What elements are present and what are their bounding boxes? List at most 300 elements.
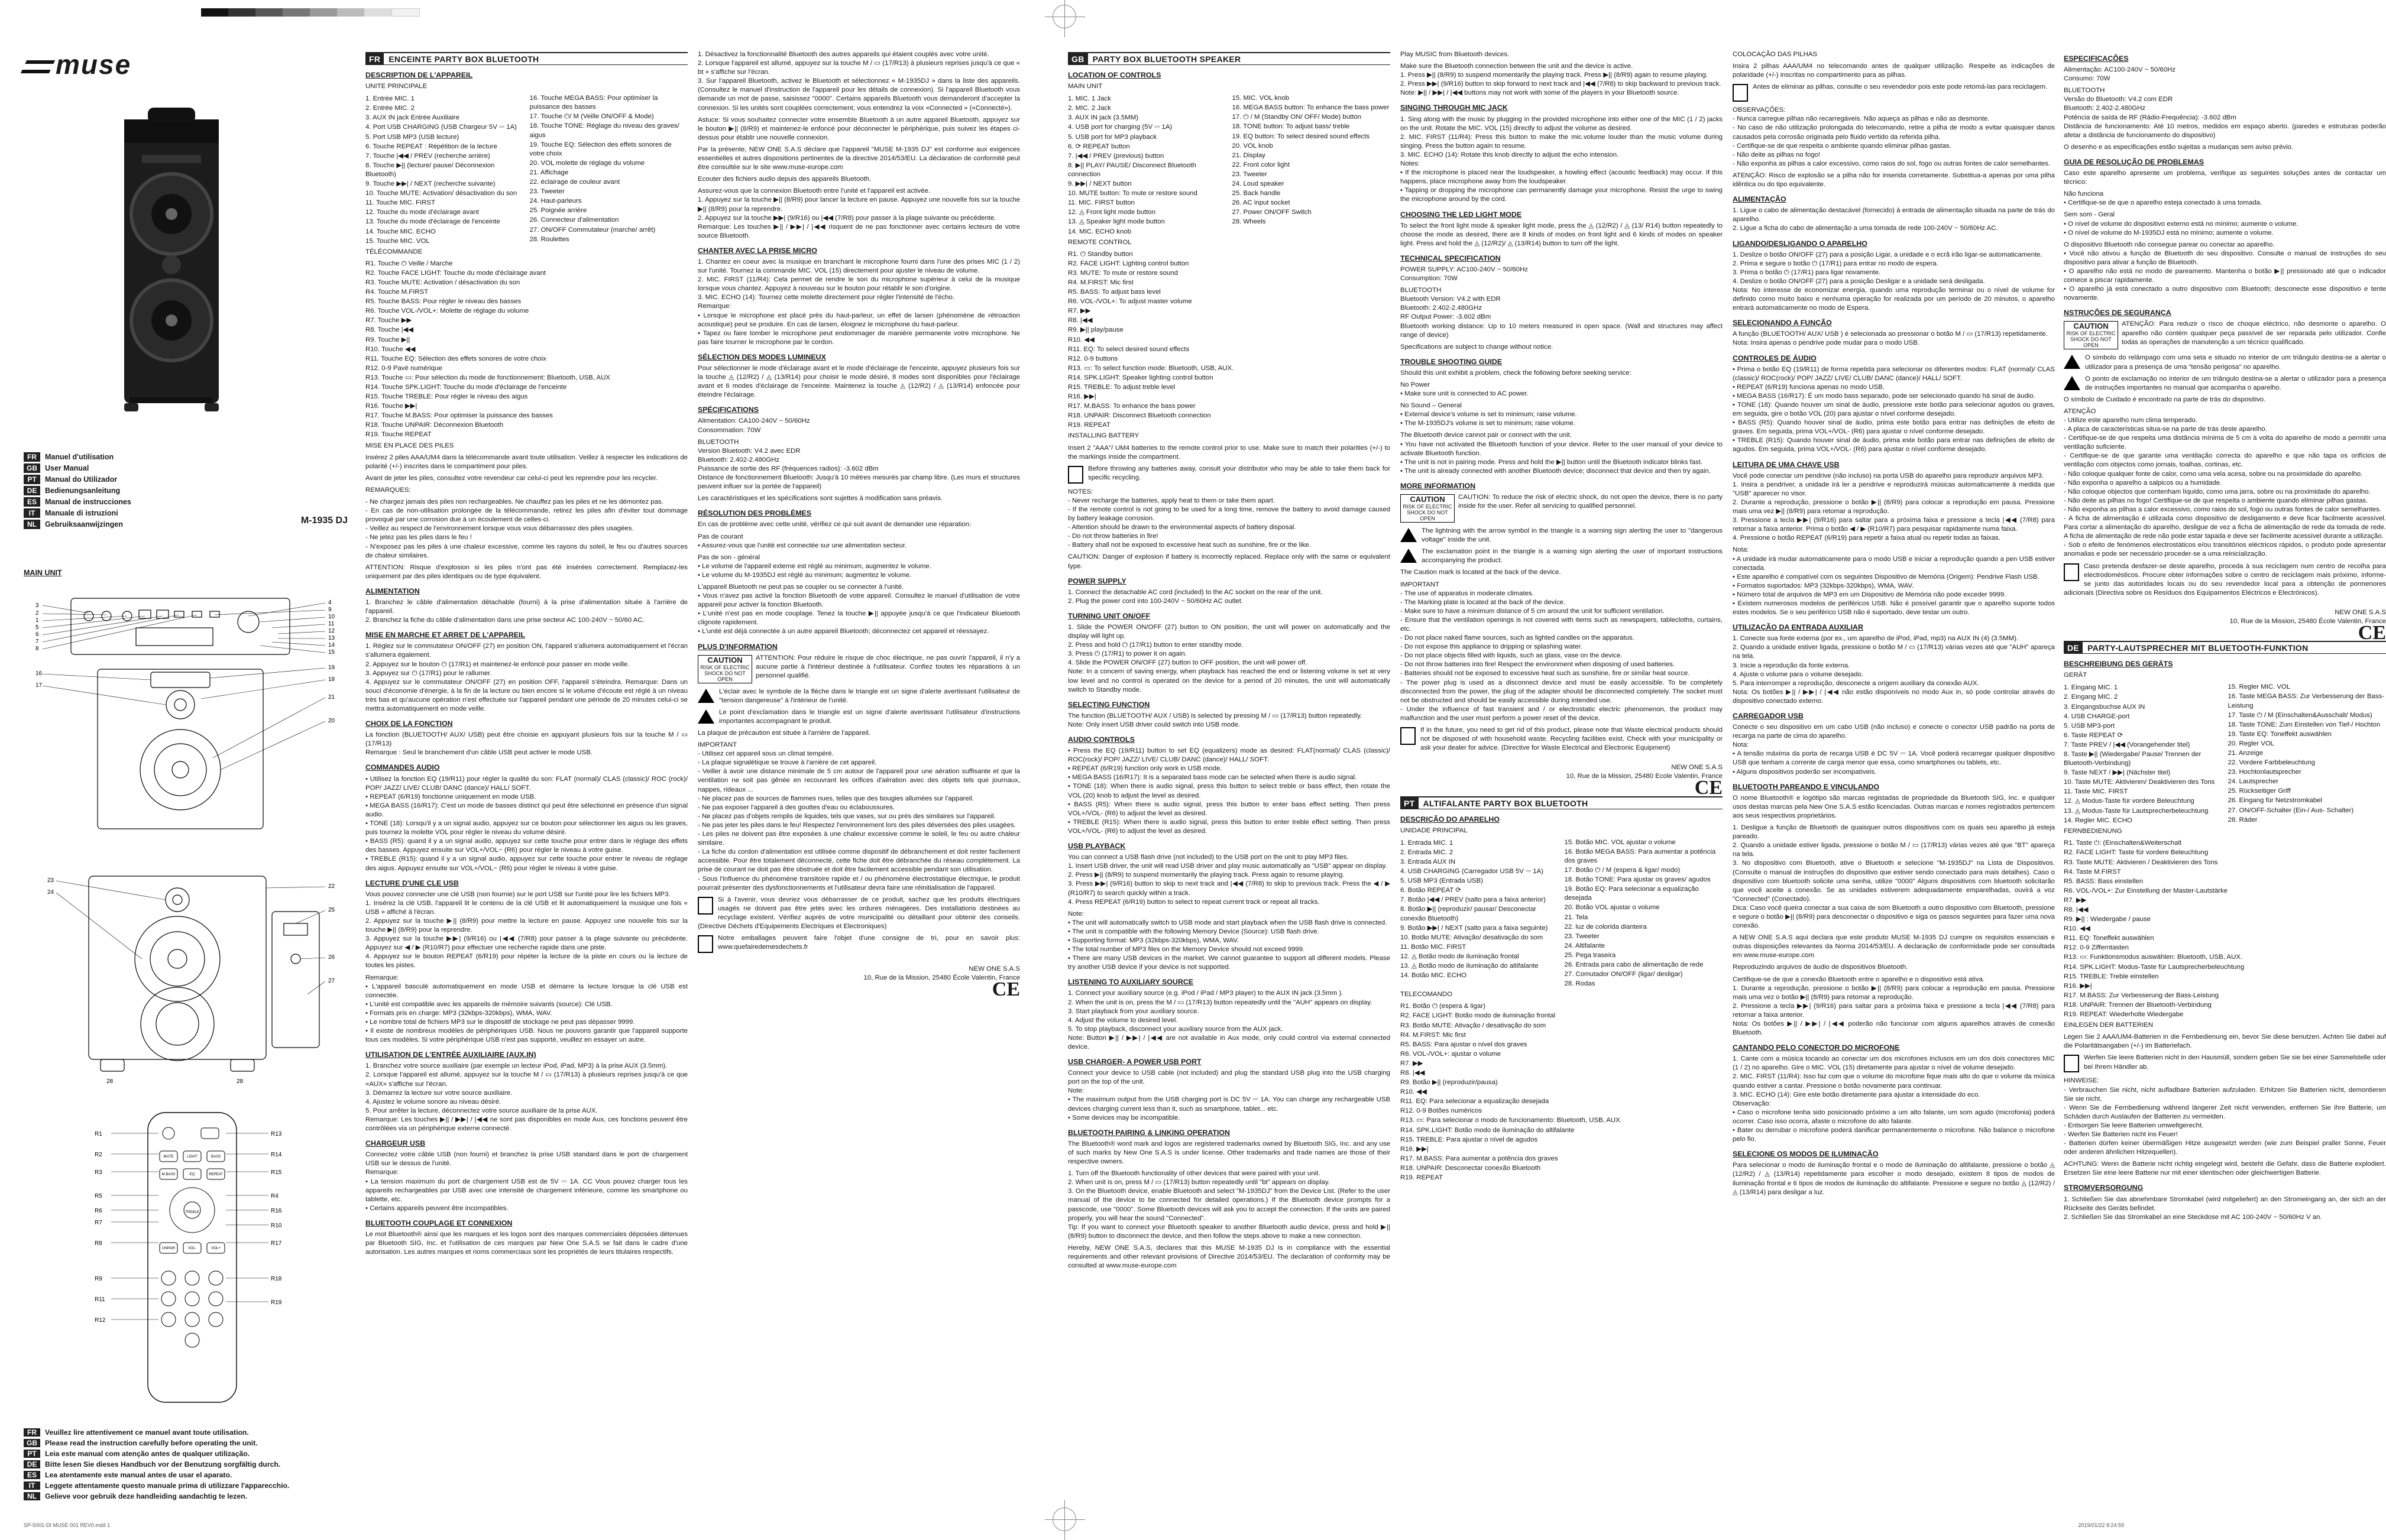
parts-list-item: 24. Haut-parleurs	[530, 197, 688, 206]
paragraph: Par la présente, NEW ONE S.A.S déclare que l'appareil "MUSE M-1935 DJ" est conforme aux exigences essentielles et autres dispositions pertinentes de la directive 2014/53/EU. La déclaration de conformité peut être consultée sur le site www.muse-europe.com	[698, 145, 1020, 172]
remote-list-item: R11. EQ: Toneffekt auswählen	[2064, 934, 2386, 943]
warning-text: Lea atentamente este manual antes de usar el aparato.	[45, 1471, 232, 1479]
section-heading: PLUS D'INFORMATION	[698, 643, 1020, 651]
speaker-product-image	[101, 96, 242, 427]
paragraph: Não funciona • Certifique-se de que o aparelho esteja conectado à uma tomada.	[2064, 190, 2386, 208]
section-heading: COMMANDES AUDIO	[365, 763, 688, 772]
callout-22: 22	[328, 883, 335, 890]
ce-mark-icon: CE	[1400, 783, 1723, 792]
section-heading: SPÉCIFICATIONS	[698, 406, 1020, 414]
paragraph: IMPORTANT - The use of apparatus in moderate climates. - The Marking plate is located at the back of the device. - Make sure to have a minimum distance of 5 cm around the unit for sufficient ventilation. - Ensure that the ventilation openings is not covered with items such as newspapers, tablecloths, curtains, etc. - Do not place naked flame sources, such as lighted candles on the apparatus. - Do not expose this appliance to dripping or splashing water. - Do not place objects filled with liquids, such as glass, vase on the device. - Do not throw batteries into fire! Respect the environment when disposing of used batteries. - Batteries should not be exposed to excessive heat such as sunshine, fire or similar heat source. - The power plug is used as a disconnect device and must be easily accessible. To be completely disconnected from the power, the plug of the adapter should be disconnected completely. The socket must not be obstructed and should be easily accessible during intended use. - Under the influence of fast transient and / or electrostatic electric phenomenon, the product may malfunction and the user must perform a power reset of the device.	[1400, 581, 1723, 724]
remote-list-item: R15. Touche TREBLE: Pour régler le niveau des aigus	[365, 393, 688, 401]
crossed-bin-icon	[1733, 84, 1748, 102]
parts-list-item: 22. Vordere Farbbeleuchtung	[2228, 758, 2386, 767]
section-heading: ESPECIFICAÇÕES	[2064, 54, 2386, 63]
parts-list-item: 12. ◬ Modus-Taste für vordere Beleuchtung	[2064, 797, 2222, 806]
parts-list	[1068, 94, 1390, 236]
crossed-bin-icon	[698, 935, 713, 953]
language-code: GB	[24, 463, 40, 473]
parts-list-item: 25. Rückseitiger Griff	[2228, 787, 2386, 796]
callout-6: 6	[35, 631, 39, 638]
section-heading: SELECTING FUNCTION	[1068, 701, 1390, 709]
remote-list-item: R13. ▭: Funktionsmodus auswählen: Bluetooth, USB, AUX.	[2064, 953, 2386, 962]
warning-row	[24, 1492, 348, 1500]
language-row	[24, 497, 348, 507]
paragraph: Você pode conectar um pendrive (não incluso) na porta USB do aparelho para reproduzir arquivos MP3. 1. Insira a pendriver, a unidade irá ler a pendrive e reproduzirá músicas automaticamente à medida que "USB" aparecer no visor. 2. Durante a reprodução, pressione o botão ▶|| (8/R9) para colocar a reprodução em pausa. Pressione mais uma vez ▶|| (8/R9) para retomar a reprodução. 3. Pressione a tecla ▶▶| (9/R16) para saltar para a próxima faixa e pressione a tecla |◀◀ (7/R8) para retornar a faixa anterior. Prima o botão ◀ / ▶ (R10/R7) para pesquisar rapidamente numa faixa. 4. Pressione o botão REPEAT (6/R19) para repetir a faixa atual ou repetir todas as faixas.	[1733, 472, 2055, 543]
paragraph: A NEW ONE S.A.S aqui declara que este produto MUSE M-1935 DJ cumpre os requisitos essenciais e outras disposições relevantes da Norma 2014/53/EU. A declaração de conformidade pode ser consultada em www.muse-europe.com	[1733, 933, 2055, 960]
paragraph: ATTENTION: Risque d'explosion si les piles n'ont pas été insérées correctement. Remplacez-les uniquement par des piles identiques ou de type équivalent.	[365, 563, 688, 581]
remote-label-unpair: UNPAIR	[162, 1247, 176, 1250]
brand-logo: muse	[24, 48, 348, 80]
parts-list-item: 25. Back handle	[1232, 189, 1391, 198]
section-heading: BLUETOOTH PAIRING & LINKING OPERATION	[1068, 1129, 1390, 1137]
caution-text: ATTENTION: Pour réduire le risque de choc électrique, ne pas ouvrir l'appareil, il n'y a aucune partie à l'intérieur destinée à l'utilisateur. Confiez toutes les réparations à un personnel qualifié.	[756, 654, 1020, 679]
section-code: DE	[2064, 642, 2083, 654]
section-title: PARTY BOX BLUETOOTH SPEAKER	[1093, 54, 1241, 64]
parts-list-item: 23. Tweeter	[1232, 170, 1391, 179]
remote-list-item: R9. ▶|| play/pause	[1068, 326, 1390, 335]
remote-list-item: R3. MUTE: To mute or restore sound	[1068, 269, 1390, 278]
remote-callout-r2: R2	[95, 1152, 102, 1158]
parts-list-item: 17. ⏻ / M (Standby ON/ OFF/ Mode) button	[1232, 113, 1391, 122]
parts-list-item: 8. Botão ▶|| (reproduzir/ pausar/ Desconectar conexão Bluetooth)	[1400, 905, 1559, 923]
language-row	[24, 475, 348, 484]
remote-callout-r17: R17	[271, 1240, 282, 1247]
parts-list-item: 22. éclairage de couleur avant	[530, 178, 688, 187]
section-heading: USB PLAYBACK	[1068, 842, 1390, 851]
section-heading: AUDIO CONTROLS	[1068, 735, 1390, 744]
parts-list-item: 17. Touche ⏻/ M (Veille ON/OFF & Mode)	[530, 112, 688, 121]
parts-list-item: 5. USB port for MP3 playback	[1068, 133, 1226, 142]
paragraph: EINLEGEN DER BATTERIEN	[2064, 1021, 2386, 1030]
section-heading: UTILIZAÇÃO DA ENTRADA AUXILIAR	[1733, 623, 2055, 632]
parts-list-item: 27. ON/OFF-Schalter (Ein-/ Aus- Schalter)	[2228, 806, 2386, 815]
parts-list-item: 20. Botão VOL ajustar o volume	[1565, 903, 1723, 912]
paragraph: Avant de jeter les piles, consultez votre revendeur car celui-ci peut les reprendre pour les recycler.	[365, 474, 688, 483]
parts-list-item: 24. Loud speaker	[1232, 180, 1391, 189]
section-heading: LECTURE D'UNE CLE USB	[365, 879, 688, 888]
parts-list-item: 1. Entrée MIC. 1	[365, 95, 524, 103]
crossed-bin-icon	[698, 897, 713, 915]
remote-label-bass: BASS	[211, 1155, 221, 1159]
remote-list-item: R19. REPEAT	[1068, 421, 1390, 430]
paragraph: Alimentação: AC100-240V ~ 50/60Hz Consumo: 70W	[2064, 66, 2386, 83]
language-row	[24, 486, 348, 495]
parts-list-item: 26. Connecteur d'alimentation	[530, 216, 688, 225]
parts-list-item: 11. MIC. FIRST button	[1068, 199, 1226, 208]
parts-list-item: 7. Touche |◀◀ / PREV (recherche arrière)	[365, 152, 524, 161]
remote-list-item: R14. SPK.LIGHT: Botão modo de iluminação do altifalante	[1400, 1126, 1723, 1135]
remote-callout-r10: R10	[271, 1223, 282, 1229]
parts-list-item: 16. Taste MEGA BASS: Zur Verbesserung der Bass-Leistung	[2228, 692, 2386, 710]
caution-block	[2064, 320, 2386, 351]
parts-list-item: 2. Eingang MIC. 2	[2064, 693, 2222, 702]
warning-text: O símbolo do relâmpago com uma seta e situado no interior de um triângulo destina-se a alertar o utilizador para a presença de uma "tensão perigosa" no aparelho.	[2085, 354, 2386, 370]
remote-list	[1068, 250, 1390, 430]
parts-list-item: 13. ◬ Botão modo de iluminação do altifalante	[1400, 962, 1559, 971]
parts-list-item: 18. Botão TONE: Para ajustar os graves/ agudos	[1565, 876, 1723, 884]
callout-19: 19	[328, 664, 335, 671]
column-fr-1	[365, 48, 688, 1503]
parts-list-item: 14. Regler MIC. ECHO	[2064, 816, 2222, 825]
parts-list-item: 17. Botão ⏻ / M (espera & ligar/ modo)	[1565, 866, 1723, 875]
paragraph: The Bluetooth® word mark and logos are registered trademarks owned by Bluetooth SIG, Inc. and any use of such marks by New One S.A.S is under license. Other trademarks and trade names are those of their respective owners.	[1068, 1140, 1390, 1166]
paragraph: ACHTUNG: Wenn die Batterie nicht richtig eingelegt wird, besteht die Gefahr, dass die Batterie explodiert. Ersetzen Sie eine leere Batterie nur mit einer identischen oder gleichwertigen Batterie.	[2064, 1160, 2386, 1178]
parts-list-item: 9. Botão ▶▶| / NEXT (salto para a faixa seguinte)	[1400, 924, 1559, 933]
remote-list-item: R18. Touche UNPAIR: Déconnexion Bluetooth	[365, 421, 688, 430]
paragraph: Astuce: Si vous souhaitez connecter votre ensemble Bluetooth à un autre appareil Bluetooth, appuyez sur le bouton ▶|| (8/R9) et maintenez-le enfoncé pour déconnecter le périphérique, puis suivez les étapes ci-dessus pour établir une nouvelle connexion.	[698, 116, 1020, 142]
remote-list-item: R7. ▶▶	[1068, 307, 1390, 316]
remote-label-volminus: VOL-	[188, 1247, 196, 1250]
remote-list-item: R17. M.BASS: Zur Verbesserung der Bass-Leistung	[2064, 991, 2386, 1000]
paragraph: UNITE PRINCIPALE	[365, 82, 688, 91]
remote-callout-r14: R14	[271, 1152, 282, 1158]
remote-callout-r1: R1	[95, 1131, 102, 1137]
parts-list-item: 28. Räder	[2228, 816, 2386, 825]
remote-list-item: R7. ▶▶	[2064, 896, 2386, 905]
paragraph: ATENÇÃO: Risco de explosão se a pilha não for inserida corretamente. Substitua-a apenas por uma pilha idêntica ou do tipo equivalente.	[1733, 171, 2055, 189]
language-code: GB	[24, 1439, 40, 1447]
paragraph: Certifique-se de que a conexão Bluetooth entre o aparelho e o dispositivo está ativa. 1. Durante a reprodução, pressione o botão ▶|| (8/R9) para colocar a reprodução em pausa. Pressione mais uma vez o botão ▶|| (8/R9) para retomar a reprodução. 2. Pressione a tecla ▶▶| (9/R16) para saltar para a próxima faixa e pressione a tecla |◀◀ (7/R8) para retornar a faixa anterior. Nota: Os botões ▶|| / ▶▶| / |◀◀ poderão não funcionar com alguns aparelhos através de conexão Bluetooth.	[1733, 975, 2055, 1038]
remote-list-item: R4. M.FIRST: Mic first	[1068, 278, 1390, 287]
language-code: DE	[24, 486, 40, 495]
remote-list-item: R6. VOL-/VOL+: To adjust master volume	[1068, 297, 1390, 306]
remote-label-mbass: M.BASS	[162, 1173, 176, 1176]
callout-25: 25	[328, 907, 335, 913]
recycle-block	[1400, 726, 1723, 753]
language-name: Gebruiksaanwijzingen	[45, 520, 123, 529]
section-heading: TURNING UNIT ON/OFF	[1068, 612, 1390, 621]
caution-block	[1400, 493, 1723, 524]
paragraph: En cas de problème avec cette unité, vérifiez ce qui suit avant de demander une réparation:	[698, 520, 1020, 529]
parts-list-item: 26. Entrada para cabo de alimentação de rede	[1565, 961, 1723, 970]
caution-label-icon: CAUTION RISK OF ELECTRIC SHOCK DO NOT OPEN	[2064, 321, 2118, 349]
parts-list-item: 9. ▶▶| / NEXT button	[1068, 180, 1226, 189]
column-pt-1	[1733, 48, 2055, 1503]
remote-list-item: R17. M.BASS: Para aumentar a potência dos graves	[1400, 1155, 1723, 1163]
language-code: IT	[24, 508, 40, 518]
remote-list-item: R10. ◀◀	[1068, 336, 1390, 345]
caution-block	[698, 654, 1020, 685]
recycle-block	[1733, 83, 2055, 103]
callout-23: 23	[47, 877, 54, 884]
warning-triangle-icon	[2064, 355, 2080, 369]
parts-list-item: 27. ON/OFF Commutateur (marche/ arrêt)	[530, 226, 688, 235]
remote-list-item: R1. Botão ⏻ (espera & ligar)	[1400, 1002, 1723, 1011]
callout-14: 14	[328, 642, 335, 649]
section-title: PARTY-LAUTSPRECHER MIT BLUETOOTH-FUNKTION	[2087, 643, 2308, 653]
parts-list-item: 20. VOL knob	[1232, 142, 1391, 151]
warning-block	[2064, 375, 2386, 393]
parts-list-item: 4. USB CHARGE-port	[2064, 712, 2222, 721]
remote-list-item: R13. ▭: To select function mode: Bluetooth, USB, AUX.	[1068, 364, 1390, 373]
language-code: DE	[24, 1460, 40, 1468]
warning-triangle-icon	[698, 689, 714, 703]
parts-list-item: 8. Touche ▶|| (lecture/ pause/ Déconnexion Bluetooth)	[365, 161, 524, 179]
paragraph: HINWEISE: - Verbrauchen Sie nicht, nicht aufladbare Batterien aufzuladen. Erhitzen Sie Batterien nicht, demontieren Sie sie nicht. - Wenn Sie die Fernbedienung während längerer Zeit nicht verwenden, entfernen Sie ihre Batterie, um Schäden durch Auslaufen der Batterien zu vermeiden. - Entsorgen Sie leere Batterien umweltgerecht. - Werfen Sie Batterien nicht ins Feuer! - Batterien dürfen keiner übermäßigen Hitze ausgesetzt werden (wie zum Beispiel praller Sonne, Feuer oder anderen ähnlichen Hitzequellen).	[2064, 1077, 2386, 1157]
paragraph: OBSERVAÇÕES: - Nunca carregue pilhas não recarregáveis. Não aqueça as pilhas e não as desmonte. - No caso de não utilização prolongada do telecomando, retire a pilha de modo a evitar quaisquer danos causados pela corrosão originada pelo fluido vertido da referida pilha. - Certifique-se de que respeita o ambiente quando eliminar pilhas gastas. - Não deite as pilhas no fogo! - Não exponha as pilhas a calor excessivo, como raios do sol, fogo ou outras fontes de calor semelhantes.	[1733, 106, 2055, 168]
section-heading: SINGING THROUGH MIC JACK	[1400, 103, 1723, 112]
remote-list-item: R14. SPK.LIGHT: Speaker lighting control button	[1068, 374, 1390, 382]
language-code: NL	[24, 1492, 40, 1500]
parts-list-item: 27. Comutador ON/OFF (ligar/ desligar)	[1565, 970, 1723, 979]
remote-list-item: R8. Touche |◀◀	[365, 326, 688, 335]
remote-list-item: R2. FACE LIGHT: Lighting control button	[1068, 260, 1390, 268]
parts-list-item: 3. AUX IN jack (3.5MM)	[1068, 114, 1226, 122]
parts-list-item: 11. Taste MIC. FIRST	[2064, 787, 2222, 796]
remote-list-item: R2. Touche FACE LIGHT: Touche du mode d'éclairage avant	[365, 269, 688, 278]
section-heading: DESCRIPTION DE L'APPAREIL	[365, 71, 688, 80]
remote-list-item: R8. |◀◀	[1068, 316, 1390, 325]
callout-16: 16	[35, 670, 43, 677]
remote-label-treble: TREBLE	[185, 1211, 199, 1214]
ce-mark-icon: CE	[698, 985, 1020, 994]
company-address: NEW ONE S.A.S 10, Rue de la Mission, 25480 École Valentin, France	[2064, 608, 2386, 626]
paragraph: 1. Desligue a função de Bluetooth de quaisquer outros dispositivos com os quais seu aparelho já esteja pareado. 2. Quando a unidade estiver ligada, pressione o botão M / ▭ (17/R13) várias vezes até que "BT" apareça na tela. 3. No dispositivo com Bluetooth, ative o Bluetooth e selecione "M-1935DJ" na Lista de Dispositivos. (Consulte o manual de instruções do dispositivo que estiver sendo conectado para mais detalhes). Caso o dispositivo com bluetooth solicite uma senha, utilize "0000" Alguns dispositivos com bluetooth solicitarão que você aceite a conexão. Se as unidades estiverem adequadamente emparelhadas, ouvirá a voz "Connected" (Conectado). Dica: Caso você queira conectar a sua caixa de som Bluetooth a outro dispositivo com Bluetooth, pressione e segure o botão ▶|| (8/R9) para desconectar o dispositivo e siga os passos seguintes para fazer uma nova conexão.	[1733, 824, 2055, 931]
parts-list-item: 17. Taste ⏻ / M (Einschalten&Ausschalt/ Modus)	[2228, 711, 2386, 720]
remote-list-item: R4. M.FIRST: Mic first	[1400, 1031, 1723, 1040]
remote-list-item: R16. ▶▶|	[1068, 393, 1390, 401]
section-heading: UTILISATION DE L'ENTRÉE AUXILIAIRE (AUX.IN)	[365, 1051, 688, 1059]
warning-triangle-icon	[1400, 528, 1417, 542]
parts-list-item: 15. Regler MIC. VOL	[2228, 683, 2386, 692]
section-heading: CANTANDO PELO CONECTOR DO MICROFONE	[1733, 1043, 2055, 1052]
section-heading: LOCATION OF CONTROLS	[1068, 71, 1390, 80]
paragraph: To select the front light mode & speaker light mode, press the ◬ (12/R2) / ◬ (13/ R14) button repeatedly to choose the mode as desired, there are 8 kinds of modes on front light and 6 kinds of modes on speaker light. Press and hold the ◬ (12/R2)/ ◬ (13/R14) button to turn off the light.	[1400, 222, 1723, 248]
callout-18: 18	[328, 676, 335, 683]
paragraph: La plaque de précaution est située à l'arrière de l'appareil.	[698, 729, 1020, 738]
section-heading: TECHNICAL SPECIFICATION	[1400, 254, 1723, 263]
parts-list	[365, 94, 688, 246]
color-registration-bar	[201, 8, 420, 17]
section-heading: LISTENING TO AUXILIARY SOURCE	[1068, 978, 1390, 987]
warning-text: Leggete attentamente questo manuale prima di utilizzare l'apparecchio.	[45, 1481, 289, 1490]
callout-26: 26	[328, 954, 335, 961]
paragraph: Assurez-vous que la connexion Bluetooth entre l'unité et l'appareil est activée. 1. Appuyez sur la touche ▶|| (8/R9) pour lancer la lecture en pause. Appuyez une nouvelle fois sur la touche ▶|| (8/R9) pour la reprendre. 2. Appuyez sur la touche ▶▶| (9/R16) ou |◀◀ (7/R8) pour passer à la plage suivante ou précédente. Remarque: Les touches ▶|| / ▶▶| / |◀◀ risquent de ne pas fonctionner avec certains lecteurs de votre source Bluetooth.	[698, 187, 1020, 241]
parts-list-item: 18. TONE button: To adjust bass/ treble	[1232, 122, 1391, 131]
remote-list-item: R5. BASS: To adjust bass level	[1068, 288, 1390, 297]
remote-list-item: R1. Touche ⏻ Veille / Marche	[365, 260, 688, 268]
parts-list-item: 7. Taste PREV / |◀◀ (Vorangehender titel)	[2064, 741, 2222, 750]
paragraph: Pour sélectionner le mode d'éclairage avant et le mode d'éclairage de l'enceinte, appuyez plusieurs fois sur la touche ◬ (12/R2) / ◬ (13/R14) pour choisir le mode désiré, 8 modes sont disponibles pour l'éclairage avant et 6 modes d'éclairage de l'enceinte. Maintenez la touche ◬ (12/R2) / ◬ (13/R14) enfoncée pour éteindre l'éclairage.	[698, 364, 1020, 400]
paragraph: Play MUSIC from Bluetooth devices.	[1400, 50, 1723, 59]
recycle-text: Antes de eliminar as pilhas, consulte o seu revendedor pois este pode retomá-las para reciclagem.	[1753, 83, 2047, 90]
paragraph: Nota: • A unidade irá mudar automaticamente para o modo USB e iniciar a reprodução quando a pen USB estiver conectada. • Este aparelho é compatível com os seguintes Dispositivo de Memória (Origem): Pendrive Flash USB. • Formatos suportados: MP3 (32kbps-320kbps), WMA, WAV. • Número total de arquivos de MP3 em um Dispositivo de Memória não pode exceder 9999. • Existem numerosos modelos de periféricos USB. Não é possível garantir que o aparelho suporte todos estes modelos. Se o seu periférico USB não é suportado, deve testar um outro.	[1733, 546, 2055, 617]
parts-list-item: 1. MIC. 1 Jack	[1068, 95, 1226, 103]
remote-list-item: R7. ▶▶	[1400, 1059, 1723, 1068]
parts-list-item: 10. Taste MUTE: Aktivieren/ Deaktivieren des Tons	[2064, 778, 2222, 787]
parts-list	[1400, 838, 1723, 989]
paragraph: IMPORTANT - Utilisez cet appareil sous un climat tempéré. - La plaque signalétique se trouve à l'arrière de cet appareil. - Veiller à avoir une distance minimale de 5 cm autour de l'appareil pour une aération suffisante et que la ventilation ne soit pas gênée en recouvrant les orifices d'aération avec des objets tels que journaux, nappes, rideaux ... - Ne placez pas de sources de flammes nues, telles que des bougies allumées sur l'appareil. - Ne pas exposer l'appareil à des gouttes d'eau ou éclaboussures. - Ne placez pas d'objets remplis de liquides, tels que vases, sur ou près des similaires sur l'appareil. - Ne pas jeter les piles dans le feu! Respectez l'environnement lors des piles déversées des piles usagées. - Les piles ne doivent pas être exposées à une chaleur excessive comme le soleil, le feu ou autre chaleur similaire. - La fiche du cordon d'alimentation est utilisée comme dispositif de débranchement et doit rester facilement accessible. Pour être totalement déconnecté, cette fiche doit être débranchée du réseau complètement. La prise de courant ne doit pas être obstruée et doit être facilement accessible pendant son utilisation. - Sous l'influence du phénomène transitoire rapide et / ou phénomène électrostatique électrique, le produit pourrait présenter des dysfonctionnements et l'utilisateur devra faire une réinitialisation de l'appareil.	[698, 741, 1020, 893]
warning-text: The lightning with the arrow symbol in the triangle is a warning sign alerting the user to "dangerous voltage" inside the unit.	[1422, 527, 1723, 543]
remote-list-item: R12. 0-9 Pavé numérique	[365, 364, 688, 373]
parts-list-item: 18. Touche TONE: Réglage du niveau des graves/ aigus	[530, 122, 688, 140]
warning-text: Le point d'exclamation dans le triangle est un signe d'alerte avertissant l'utilisateur d'instructions importantes accompagnant le produit.	[719, 709, 1020, 725]
remote-list-item: R9. Touche ▶||	[365, 336, 688, 345]
recycle-text: Notre emballages peuvent faire l'objet d'une consigne de tri, pour en savoir plus: www.quefairedemesdechets.fr	[718, 935, 1020, 951]
paragraph: INSTALLING BATTERY	[1068, 432, 1390, 440]
paragraph: The function (BLUETOOTH/ AUX / USB) is selected by pressing M / ▭ (17/R13) button repeatedly. Note: Only insert USB driver could switch into USB mode.	[1068, 712, 1390, 730]
paragraph: L'appareil Bluetooth ne peut pas se coupler ou se connecter à l'unité. • Vous n'avez pas activé la fonction Bluetooth de votre appareil. Consultez le manuel d'utilisation de votre appareil pour activer la fonction Bluetooth. • L'unité n'est pas en mode couplage. Tenez la touche ▶|| appuyée jusqu'à ce que l'indicateur Bluetooth clignote rapidement. • L'unité est déjà connectée à un autre appareil Bluetooth; déconnectez cet appareil et réessayez.	[698, 583, 1020, 637]
remote-list	[365, 260, 688, 440]
paragraph: Specifications are subject to change without notice.	[1400, 343, 1723, 352]
section-heading: GUIA DE RESOLUÇÃO DE PROBLEMAS	[2064, 158, 2386, 167]
language-row	[24, 452, 348, 462]
recycle-text: Werfen Sie leere Batterien nicht in den Hausmüll, sondern geben Sie sie bei einer Sammelstelle oder bei Ihrem Händler ab.	[2084, 1054, 2386, 1070]
paragraph: Should this unit exhibit a problem, check the following before seeking service:	[1400, 369, 1723, 378]
section-heading: CHANTER AVEC LA PRISE MICRO	[698, 247, 1020, 255]
recycle-text: Si à l'avenir, vous devriez vous débarrasser de ce produit, sachez que les produits électriques usagés ne doivent pas être jetés avec les ordures ménagères. Des installations destinées au recyclage existent. Vérifiez auprès de votre municipalité ou détaillant pour obtenir des conseils. (Directive Déchets d'Equipements Electriques et Electroniques)	[698, 896, 1020, 930]
paragraph: Pas de courant • Assurez-vous que l'unité est connectée sur une alimentation secteur.	[698, 533, 1020, 550]
parts-list-item: 1. Eingang MIC. 1	[2064, 683, 2222, 692]
paragraph: 1. Turn off the Bluetooth functionality of other devices that were paired with your unit. 2. When unit is on, press M / ▭ (17/R13) button repeatedly until "bt" appears on display. 3. On the Bluetooth device, enable Bluetooth and select "M-1935DJ" from the Device List. (Refer to the user manual of the device to be connected for detailed operations.) If the Bluetooth device prompts for a passcode, use "0000". Some Bluetooth devices will ask you to accept the connection. If the units are paired properly, you will hear the sound "Connected". Tip: If you want to connect your Bluetooth speaker to another Bluetooth audio device, press and hold ▶|| (8/R9) button to disconnect the device, and then follow the steps above to make a new connection.	[1068, 1169, 1390, 1241]
paragraph: Remarque: • L'appareil basculé automatiquement en mode USB et démarre la lecture lorsque la clé USB est connectée. • L'unité est compatible avec les appareils de mémoire suivants (source): Clé USB. • Formats pris en charge: MP3 (32kbps-320kbps), WMA, WAV. • Le nombre total de fichiers MP3 sur le dispositif de stockage ne peut pas dépasser 9999. • Il existe de nombreux modèles de périphériques USB. Nous ne pouvons garantir que l'appareil supporte tous ces modèles. Si votre périphérique USB n'est pas supporté, veuillez en essayer un autre.	[365, 974, 688, 1045]
remote-list-item: R19. Touche REPEAT	[365, 430, 688, 439]
paragraph: 1. Connect the detachable AC cord (included) to the AC socket on the rear of the unit. 2. Plug the power cord into 100-240V ~ 50/60Hz AC outlet.	[1068, 588, 1390, 606]
section-heading: MISE EN MARCHE ET ARRET DE L'APPAREIL	[365, 631, 688, 640]
section-heading: CARREGADOR USB	[1733, 712, 2055, 721]
section-heading: ALIMENTAÇÃO	[1733, 195, 2055, 204]
paragraph: 1. Slide the POWER ON/OFF (27) button to ON position, the unit will power on automatically and the display will light up. 2. Press and hold ⏻ (17/R1) button to enter standby mode. 3. Press ⏻ (17/R1) to power it on again. 4. Slide the POWER ON/OFF (27) button to OFF position, the unit will power off. Note: In a concern of saving energy, when playback has reached the end or listening volume is set at very low level and no control is operated on the device for a period of 20 minutes, the unit will automatically switch to Standby mode.	[1068, 623, 1390, 695]
warning-text: Veuillez lire attentivement ce manuel avant toute utilisation.	[45, 1428, 249, 1437]
remote-callout-r13: R13	[271, 1131, 282, 1137]
remote-list-item: R2. FACE LIGHT: Taste für vordere Beleuchtung	[2064, 848, 2386, 857]
paragraph: Legen Sie 2 AAA/UM4-Batterien in die Fernbedienung ein, bevor Sie diese benutzen. Achten Sie dabei auf die Polaritätsangaben (+/-) im Batteriefach.	[2064, 1033, 2386, 1051]
section-heading: USB CHARGER- A POWER USB PORT	[1068, 1058, 1390, 1066]
remote-list-item: R8. |◀◀	[1400, 1069, 1723, 1078]
section-header	[1068, 52, 1390, 65]
callout-24: 24	[47, 889, 54, 896]
column-fr-2	[698, 48, 1020, 1503]
parts-list-item: 21. Anzeige	[2228, 749, 2386, 758]
crossed-bin-icon	[2064, 563, 2079, 581]
recycle-text: Caso pretenda desfazer-se deste aparelho, proceda à sua reciclagem num centro de recolha para electrodomésticos. Procure obter informações sobre o centro de reciclagem mais próximo, informe-se junto das autoridades locais ou do seu revendedor local para a obtenção de pormenores adicionais (Directiva sobre os Resíduos dos Equipamentos Eléctricos e Electrónicos).	[2064, 563, 2386, 596]
callout-17: 17	[35, 682, 43, 689]
paragraph: TELECOMANDO	[1400, 990, 1723, 999]
section-heading: BESCHREIBUNG DES GERÄTS	[2064, 660, 2386, 669]
remote-list-item: R1. Taste ⏻: (Einschalten&Weiterschalt	[2064, 839, 2386, 848]
paragraph: MAIN UNIT	[1068, 82, 1390, 91]
callout-28b: 28	[237, 1078, 244, 1085]
warning-block	[1400, 527, 1723, 544]
paragraph: Sem som - Geral • O nível de volume do dispositivo externo está no mínimo; aumente o volume. • O nível de volume do M-1935DJ está no mínimo; aumente o volume.	[2064, 210, 2386, 237]
parts-list-item: 22. Front color light	[1232, 161, 1391, 170]
section-heading: LIGANDO/DESLIGANDO O APARELHO	[1733, 239, 2055, 248]
paragraph: REMOTE CONTROL	[1068, 238, 1390, 247]
paragraph: Ecouter des fichiers audio depuis des appareils Bluetooth.	[698, 175, 1020, 184]
caution-text: ATENÇÃO: Para reduzir o risco de choque eléctrico, não desmonte o aparelho. O aparelho não contém qualquer peça passível de ser reparada pelo utilizador. Confie todas as operações de manutenção a um técnico qualificado.	[2122, 320, 2386, 345]
parts-list-item: 2. MIC. 2 Jack	[1068, 104, 1226, 113]
remote-callout-r8: R8	[95, 1240, 102, 1247]
parts-list-item: 5. USB MP3 (Entrada USB)	[1400, 877, 1559, 886]
callout-15: 15	[328, 649, 335, 656]
paragraph: Les caractéristiques et les spécifications sont sujettes à modification sans préavis.	[698, 494, 1020, 503]
paragraph: Pas de son - général • Le volume de l'appareil externe est réglé au minimum, augmentez le volume. • Le volume du M-1935DJ est réglé au minimum; augmentez le volume.	[698, 553, 1020, 580]
paragraph: GERÄT	[2064, 671, 2386, 680]
warning-text: Leia este manual com atenção antes de qualquer utilização.	[45, 1450, 250, 1458]
remote-list-item: R5. Touche BASS: Pour régler le niveau des basses	[365, 297, 688, 306]
paragraph: 1. Conecte sua fonte externa (por ex., um aparelho de iPod, iPad, mp3) na AUX IN (4) (3.5MM). 2. Quando a unidade estiver ligada, pressione o botão M / ▭ (17/R13) várias vezes até que "AUH" apareça na tela. 3. Inicie a reprodução da fonte externa. 4. Ajuste o volume para o volume desejado. 5. Para interromper a reprodução, desconecte a origem auxiliary da conexão AUX. Nota: Os botões ▶|| / ▶▶| / |◀◀ não estão disponíveis no modo Aux in, só pode controlar através do dispositivo conectado externo.	[1733, 634, 2055, 706]
section-heading: SÉLECTION DES MODES LUMINEUX	[698, 353, 1020, 362]
callout-21: 21	[328, 694, 335, 701]
paragraph: NOTES: - Never recharge the batteries, apply heat to them or take them apart. - If the remote control is not going to be used for a long time, remove the battery to avoid damage caused by battery leakage corrosion. - Attention should be drawn to the environmental aspects of battery disposal. - Do not throw batteries in fire! - Battery shall not be exposed to excessive heat such as sunshine, fire or the like.	[1068, 488, 1390, 550]
language-name: Manual do Utilizador	[45, 475, 117, 484]
language-row	[24, 508, 348, 518]
parts-list-item: 11. Touche MIC. FIRST	[365, 199, 524, 208]
parts-list-item: 16. Botão MEGA BASS: Para aumentar a potência dos graves	[1565, 848, 1723, 865]
paragraph: - Ne chargez jamais des piles non rechargeables. Ne chauffez pas les piles et ne les démontez pas. - En cas de non-utilisation prolongée de la télécommande, retirez les piles afin d'éviter tout dommage provoqué par une corrosion due à un écoulement de celles-ci. - Veillez au respect de l'environnement lorsque vous vous débarrassez des piles usagées. - Ne jetez pas les piles dans le feu ! - N'exposez pas les piles à une chaleur excessive, comme les rayons du soleil, le feu ou d'autres sources de chaleur similaires.	[365, 498, 688, 560]
parts-list-item: 25. Poignée arrière	[530, 206, 688, 215]
parts-list-item: 9. Taste NEXT / ▶▶| (Nächster titel)	[2064, 769, 2222, 777]
remote-list-item: R9. ▶|| : Wiedergabe / pause	[2064, 915, 2386, 924]
main-unit-diagram	[24, 581, 348, 1148]
paragraph: 1. Connect your auxiliary source (e.g. iPod / iPad / MP3 player) to the AUX IN jack (3.5mm ). 2. When the unit is on, press the M / ▭ (17/R13) button repeatedly until the "AUH" appears on display. 3. Start playback from your auxiliary source. 4. Adjust the volume to desired level. 5. To stop playback, disconnect your auxiliary source from the AUX jack. Note: Button ▶|| / ▶▶| / |◀◀ are not available in Aux mode, only could control via external connected device.	[1068, 989, 1390, 1052]
paragraph: • Utilisez la fonction EQ (19/R11) pour régler la qualité du son: FLAT (normal)/ CLAS (classic)/ ROC (rock)/ POP/ JAZZ/ LIVE/ CLUB/ DANC (dance)/ HALL/ SOFT. • REPEAT (6/R19) fonctionne uniquement en mode USB. • MEGA BASS (16/R17): C'est un mode de basses distinct qui peut être sélectionné en présence d'un signal audio. • TONE (18): Lorsqu'il y a un signal audio, appuyez sur ce bouton pour sélectionner les aigus ou les graves, puis tournez la molette VOL pour régler le niveau du volume désiré. • BASS (R5): quand il y a un signal audio, appuyez sur cette touche pour entrer dans le réglage des effets des basses. Appuyez ensuite sur VOL+/VOL− (R6) pour régler le niveau à votre guise. • TREBLE (R15): quand il y a un signal audio, appuyez sur cette touche pour entrer le niveau de réglage des aigus. Appuyez ensuite sur VOL+/VOL− (R6) pour régler le niveau à votre guise.	[365, 775, 688, 873]
remote-list-item: R5. BASS: Bass einstellen	[2064, 877, 2386, 886]
paragraph: • Press the EQ (19/R11) button to set EQ (equalizers) mode as desired: FLAT(normal)/ CLAS (classic)/ ROC(rock)/ POP/ JAZZ/ LIVE/ CLUB/ DANC (dance)/ HALL/ SOFT. • REPEAT (6/R19) function only work in USB mode. • MEGA BASS (16/R17): It is a separated bass mode can be selected when there is audio signal. • TONE (18): When there is audio signal, press this button to select treble or bass effect, then rotate the VOL (20) knob to adjust the level as desired. • BASS (R5): When there is audio signal, press this button to enter bass effect setting. Then press VOL+/VOL- (R6) to adjust the level as desired. • TREBLE (R15): When there is audio signal, press this button to enter treble effect setting. Then press VOL+/VOL- (R6) to adjust the level as desired.	[1068, 747, 1390, 836]
callout-9: 9	[328, 607, 332, 613]
parts-list-item: 8. ▶|| PLAY/ PAUSE/ Disconnect Bluetooth connection	[1068, 161, 1226, 179]
callout-13: 13	[328, 635, 335, 641]
parts-list-item: 20. VOL molette de réglage du volume	[530, 159, 688, 168]
print-mark-left: SP-5001-DI MUSE 001 REV0.indd 1	[24, 1522, 110, 1528]
remote-list-item: R14. Touche SPK.LIGHT: Touche du mode d'éclairage de l'enceinte	[365, 383, 688, 392]
remote-list-item: R13. Touche ▭: Pour sélection du mode de fonctionnement: Bluetooth, USB, AUX	[365, 374, 688, 382]
remote-label-eq: EQ	[190, 1173, 195, 1176]
recycle-block	[2064, 1053, 2386, 1074]
remote-list-item: R2. FACE LIGHT: Botão modo de iluminação frontal	[1400, 1011, 1723, 1020]
paragraph: Connectez votre câble USB (non fourni) et branchez la prise USB standard dans le port de chargement USB sur le dessus de l'unité. Remarque: • La tension maximum du port de chargement USB est de 5V ⎓ 1A. CC Vous pouvez charger tous les appareils rechargeables par USB avec une intensité de chargement inférieure, comme les smartphone ou tablette, etc. • Certains appareils peuvent être incompatibles.	[365, 1150, 688, 1213]
warning-text: Gelieve voor gebruik deze handleiding aandachtig te lezen.	[45, 1492, 247, 1500]
remote-callout-r9: R9	[95, 1276, 102, 1282]
paragraph: 1. Branchez votre source auxiliaire (par exemple un lecteur iPod, iPad, MP3) à la prise AUX (3.5mm). 2. Lorsque l'appareil est allumé, appuyez sur la touche M / ▭ (17/R13) à plusieurs reprises jusqu'à ce que «AUX» s'affiche sur l'écran. 3. Démarrez la lecture sur votre source auxiliaire. 4. Ajustez le volume sonore au niveau désiré. 5. Pour arrêter la lecture, déconnectez votre source auxiliaire de la prise AUX. Remarque: Les touches ▶|| / ▶▶| / |◀◀ ne sont pas disponibles en mode Aux, ces fonctions peuvent être contrôlées via un périphérique externe connecté.	[365, 1062, 688, 1133]
paragraph: 1. Branchez le câble d'alimentation détachable (fourni) à la prise d'alimentation située à l'arrière de l'appareil. 2. Branchez la fiche du câble d'alimentation dans une prise secteur AC 100-240V ~ 50/60 AC.	[365, 598, 688, 625]
section-heading: CONTROLES DE ÁUDIO	[1733, 354, 2055, 363]
recycle-block	[2064, 562, 2386, 598]
ce-mark-icon: CE	[2064, 628, 2386, 637]
language-code: NL	[24, 520, 40, 529]
remote-callout-r15: R15	[271, 1169, 282, 1176]
section-code: GB	[1068, 53, 1088, 65]
parts-list-item: 19. Taste EQ: Toneffekt auswählen	[2228, 730, 2386, 739]
parts-list-item: 15. Botão MIC. VOL ajustar o volume	[1565, 838, 1723, 847]
language-code: IT	[24, 1481, 40, 1490]
remote-callout-r16: R16	[271, 1208, 282, 1214]
remote-list-item: R12. 0-9 buttons	[1068, 355, 1390, 364]
language-code: PT	[24, 1450, 40, 1458]
parts-list-item: 22. luz de colorida dianteira	[1565, 923, 1723, 932]
parts-list-item: 21. Tela	[1565, 913, 1723, 922]
remote-callout-r11: R11	[95, 1296, 105, 1303]
language-row	[24, 463, 348, 473]
paragraph: BLUETOOTH Bluetooth Version: V4.2 with EDR Bluetooth: 2.402-2.480GHz RF Output Power: -3.602 dBm Bluetooth working distance: Up to 10 meters measured in open space. (Wall and structures may affect range of device)	[1400, 286, 1723, 340]
parts-list-item: 16. MEGA BASS button: To enhance the bass power	[1232, 103, 1391, 112]
section-heading: NSTRUÇÕES DE SEGURANÇA	[2064, 309, 2386, 317]
read-warning-list	[24, 1426, 348, 1503]
remote-list-item: R18. UNPAIR: Trennen der Bluetooth-Verbindung	[2064, 1001, 2386, 1010]
remote-list	[2064, 839, 2386, 1019]
parts-list-item: 14. Touche MIC. ECHO	[365, 228, 524, 236]
warning-triangle-icon	[698, 709, 714, 724]
remote-list-item: R13. ▭: Para selecionar o modo de funcionamento: Bluetooth, USB, AUX.	[1400, 1116, 1723, 1125]
remote-list-item: R7. Touche ▶▶	[365, 316, 688, 325]
parts-list-item: 2. Entrée MIC. 2	[365, 104, 524, 113]
paragraph: FERNBEDIENUNG	[2064, 827, 2386, 836]
parts-list-item: 4. USB CHARGING (Carregador USB 5V ⎓ 1A)	[1400, 867, 1559, 876]
remote-list-item: R18. UNPAIR: Desconectar conexão Bluetooth	[1400, 1164, 1723, 1173]
language-row	[24, 520, 348, 529]
parts-list	[2064, 683, 2386, 825]
